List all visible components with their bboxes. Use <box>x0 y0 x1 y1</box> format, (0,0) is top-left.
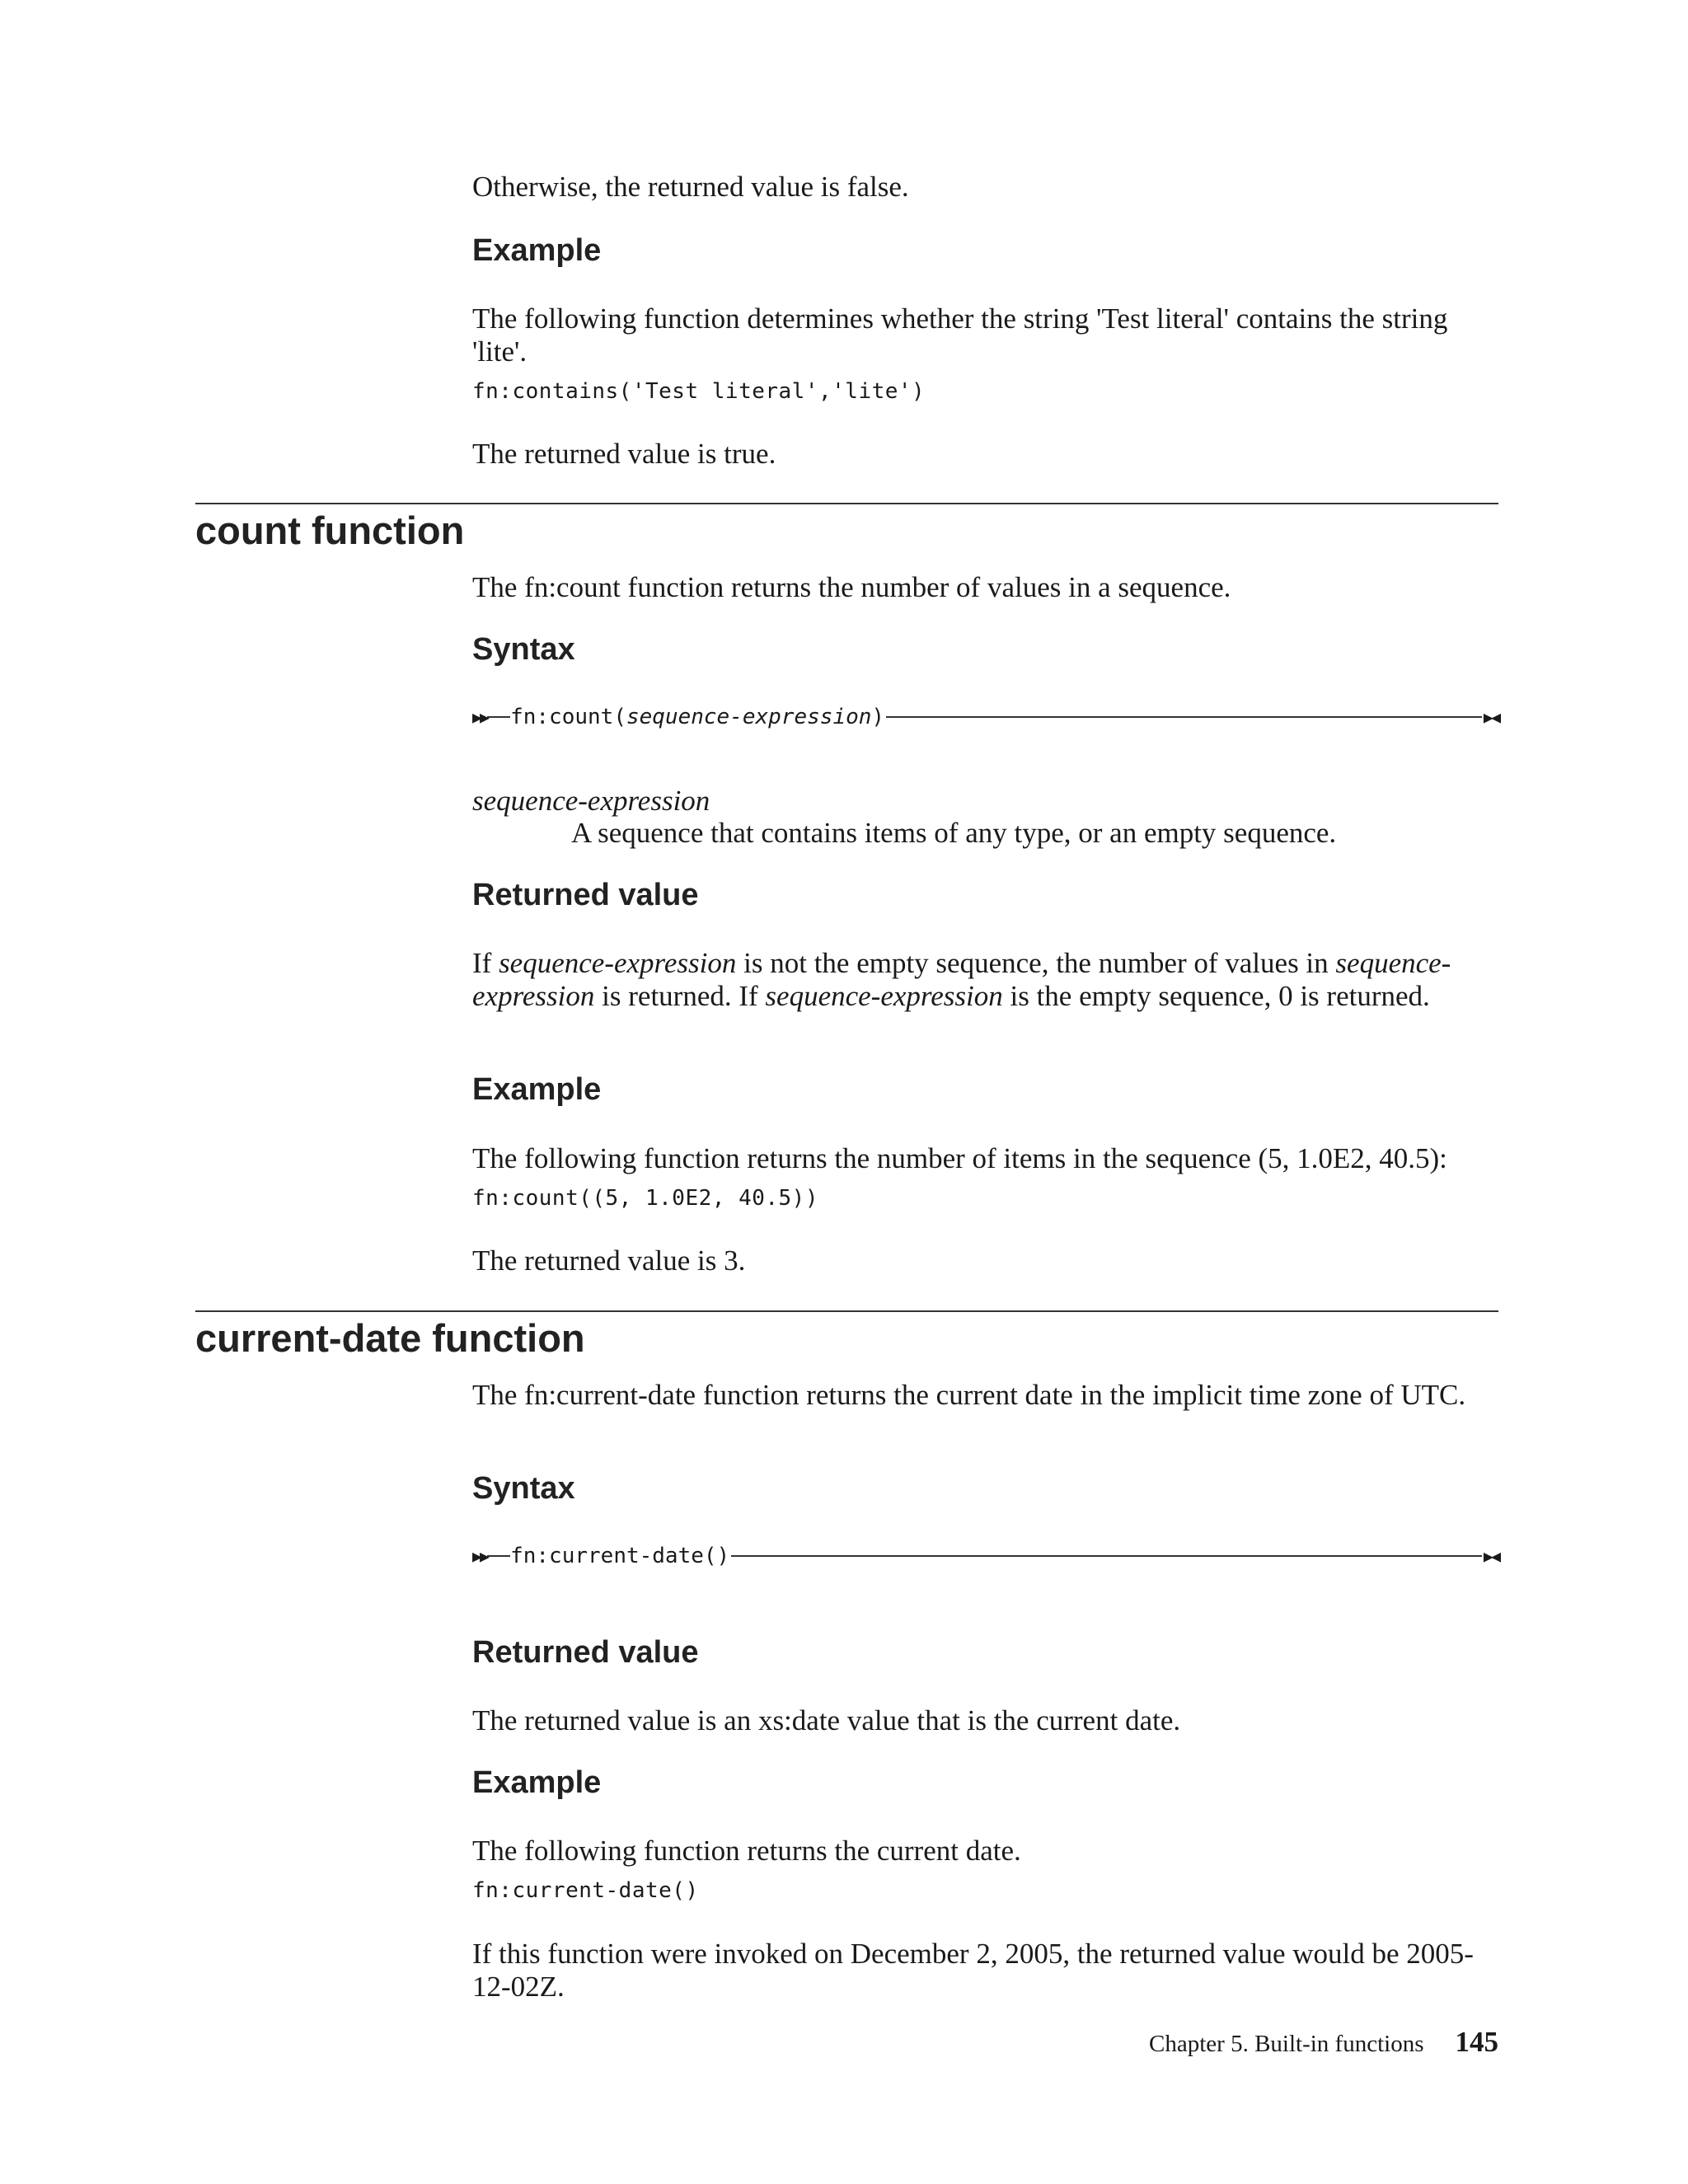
current-date-syntax-heading: Syntax <box>472 1471 575 1506</box>
count-function-title: count function <box>195 509 465 552</box>
syntax-param: sequence-expression <box>626 705 872 729</box>
footer-chapter: Chapter 5. Built-in functions <box>1149 2031 1424 2057</box>
count-example-code: fn:count((5, 1.0E2, 40.5)) <box>472 1186 818 1211</box>
section-divider <box>195 1310 1498 1312</box>
footer-page-number: 145 <box>1455 2026 1498 2058</box>
current-date-returned-text: The returned value is an xs:date value that is the current date. <box>472 1704 1181 1736</box>
contains-otherwise-text: Otherwise, the returned value is false. <box>472 171 909 203</box>
current-date-returned-heading: Returned value <box>472 1635 699 1670</box>
count-syntax-heading: Syntax <box>472 632 575 667</box>
count-result-text: The returned value is 3. <box>472 1244 746 1277</box>
count-param-term: sequence-expression <box>472 785 710 817</box>
count-syntax-diagram <box>472 704 1498 730</box>
contains-result-text: The returned value is true. <box>472 438 776 470</box>
current-date-syntax-diagram <box>472 1543 1498 1569</box>
count-example-text: The following function returns the number of items in the sequence (5, 1.0E2, 40.5): <box>472 1142 1447 1174</box>
syntax-main-line <box>731 1555 1482 1557</box>
contains-example-code: fn:contains('Test literal','lite') <box>472 379 926 404</box>
contains-example-text: The following function determines whether the string 'Test literal' contains the string 'lite'. <box>472 302 1448 368</box>
syntax-fn-name: fn:current-date() <box>510 1544 730 1568</box>
current-date-example-code: fn:current-date() <box>472 1878 699 1903</box>
current-date-result-text: If this function were invoked on December 2, 2005, the returned value would be 2005-12-02Z. <box>472 1938 1474 2003</box>
current-date-function-title: current-date function <box>195 1316 585 1360</box>
current-date-example-text: The following function returns the current date. <box>472 1835 1021 1867</box>
count-param-description: A sequence that contains items of any type, or an empty sequence. <box>571 817 1337 849</box>
current-date-intro-text: The fn:current-date function returns the current date in the implicit time zone of UTC. <box>472 1379 1466 1411</box>
count-example-heading: Example <box>472 1072 602 1107</box>
syntax-lead-line <box>487 716 510 718</box>
syntax-start-arrows-icon: ▶▶ <box>472 1546 488 1566</box>
syntax-end-arrows-icon: ▶◀ <box>1483 1546 1498 1566</box>
count-returned-text: If sequence-expression is not the empty sequence, the number of values in sequence-expression is returned. If sequence-expression is the empty sequence, 0 is returned. <box>472 947 1451 1012</box>
current-date-example-heading: Example <box>472 1765 602 1800</box>
count-returned-heading: Returned value <box>472 878 699 912</box>
section-divider <box>195 503 1498 504</box>
count-intro-text: The fn:count function returns the number of values in a sequence. <box>472 571 1231 603</box>
syntax-main-line <box>886 716 1482 718</box>
contains-example-heading: Example <box>472 233 602 268</box>
syntax-fn-name: fn:count(sequence-expression) <box>510 705 885 729</box>
syntax-start-arrows-icon: ▶▶ <box>472 707 488 727</box>
syntax-end-arrows-icon: ▶◀ <box>1483 707 1498 727</box>
page-footer <box>1071 2026 1498 2059</box>
syntax-lead-line <box>487 1555 510 1557</box>
